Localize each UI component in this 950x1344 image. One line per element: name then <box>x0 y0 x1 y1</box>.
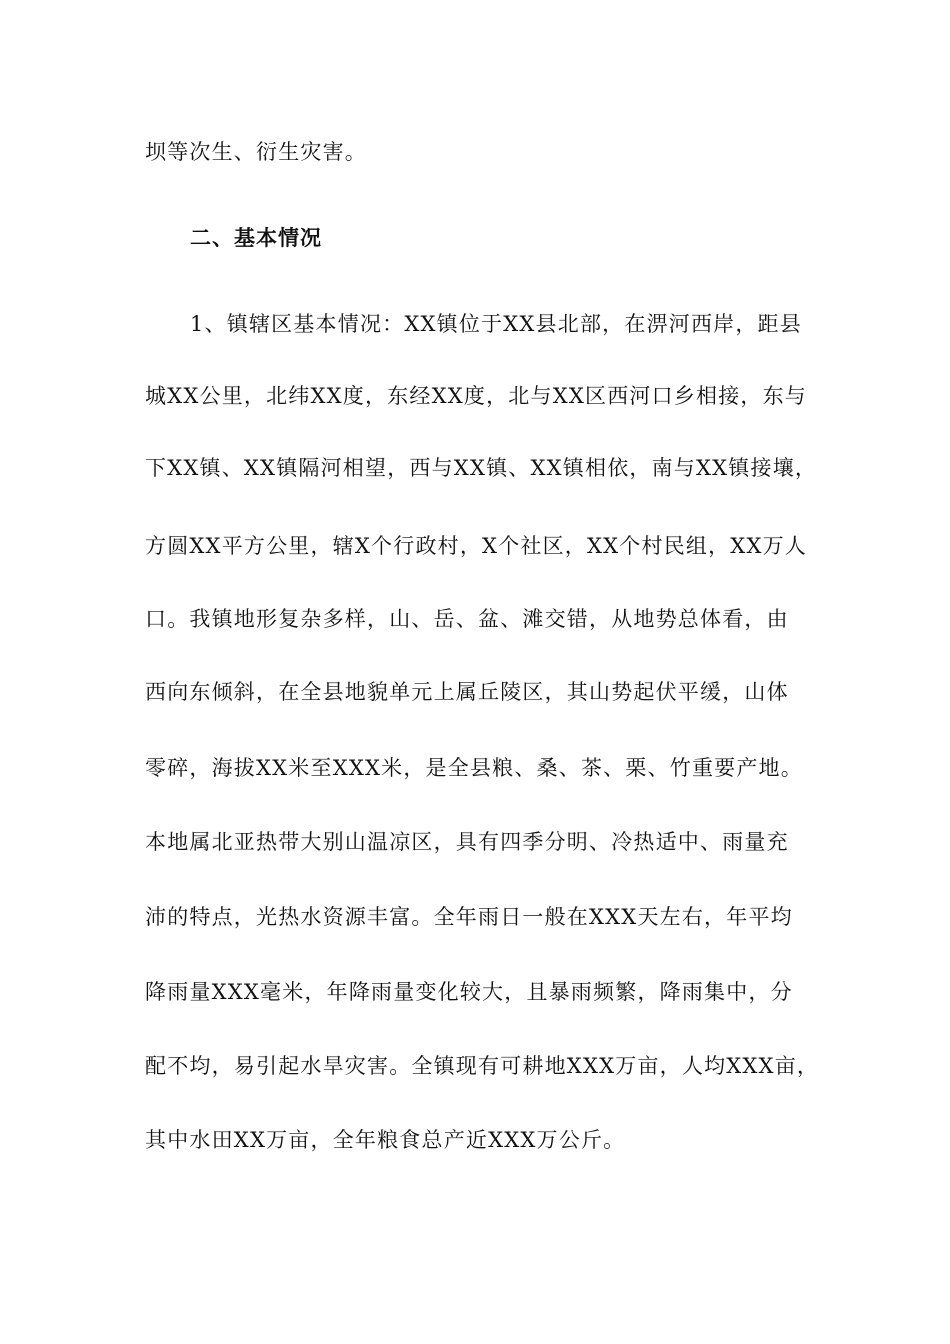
paragraph-line-10: 沛的特点，光热水资源丰富。全年雨日一般在XXX天左右，年平均 <box>145 905 793 929</box>
section-heading: 二、基本情况 <box>190 226 322 250</box>
paragraph-line-4: 下XX镇、XX镇隔河相望，西与XX镇、XX镇相依，南与XX镇接壤， <box>145 456 818 480</box>
paragraph-line-2: 1、镇辖区基本情况：XX镇位于XX县北部，在淠河西岸，距县 <box>190 312 802 336</box>
paragraph-line-1: 坝等次生、衍生灾害。 <box>145 140 367 164</box>
paragraph-line-3: 城XX公里，北纬XX度，东经XX度，北与XX区西河口乡相接，东与 <box>145 384 807 408</box>
paragraph-line-5: 方圆XX平方公里，辖X个行政村，X个社区，XX个村民组，XX万人 <box>145 534 807 558</box>
paragraph-line-8: 零碎，海拔XX米至XXX米，是全县粮、桑、茶、栗、竹重要产地。 <box>145 756 803 780</box>
paragraph-line-13: 其中水田XX万亩，全年粮食总产近XXX万公斤。 <box>145 1128 626 1152</box>
paragraph-line-6: 口。我镇地形复杂多样，山、岳、盆、滩交错，从地势总体看，由 <box>145 607 789 631</box>
paragraph-line-7: 西向东倾斜，在全县地貌单元上属丘陵区，其山势起伏平缓，山体 <box>145 680 789 704</box>
paragraph-line-9: 本地属北亚热带大别山温凉区，具有四季分明、冷热适中、雨量充 <box>145 830 789 854</box>
paragraph-line-12: 配不均，易引起水旱灾害。全镇现有可耕地XXX万亩，人均XXX亩， <box>145 1054 820 1078</box>
paragraph-line-11: 降雨量XXX毫米，年降雨量变化较大，且暴雨频繁，降雨集中，分 <box>145 980 793 1004</box>
